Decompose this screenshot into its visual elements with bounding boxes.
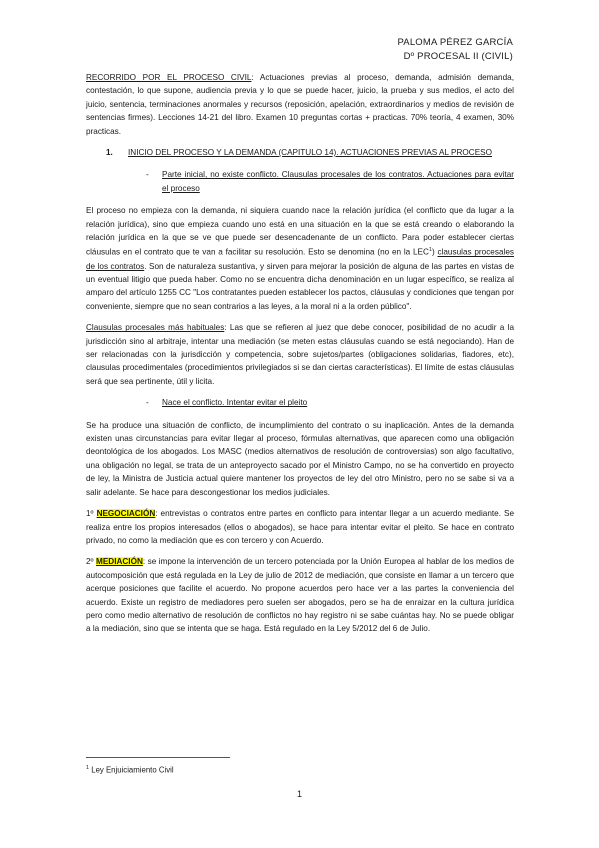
document-body: [86, 71, 514, 644]
section-number: 1.: [106, 148, 113, 158]
paragraph-2-title: Clausulas procesales más habituales: [86, 323, 225, 333]
section-heading: [86, 146, 514, 159]
subsection-title-2: Nace el conflicto. Intentar evitar el pleito: [162, 398, 308, 408]
subsection-title-1: Parte inicial, no existe conflicto. Clausulas procesales de los contratos. Actuaciones para evitar el proceso: [162, 170, 514, 193]
mediacion-prefix: 2º: [86, 557, 97, 567]
page-number: 1: [296, 789, 302, 799]
paragraph-negociacion: [86, 507, 514, 547]
mediacion-title: MEDIACIÓN: [96, 557, 143, 567]
footnote-number: 1: [86, 765, 90, 771]
footnote-ref[interactable]: 1: [428, 247, 432, 254]
paragraph-2-text: : Las que se refieren al juez que debe conocer, posibilidad de no acudir a la jurisdicción sino al arbitraje, intentar una mediación (se meten estas cláusulas cuando se está negociando). Han de ser relacionadas con la jurisdicción y competencia, sobre sujetos/partes (obligaciones solidarias, fiadores, etc), clausulas procedimentales (procedimientos privilegiados si se dan ciertas características). El límite de estas cláusulas será que sea pertinente, útil y licita.: [86, 323, 515, 386]
intro-text: : Actuaciones previas al proceso, demanda, admisión demanda, contestación, lo que supone, audiencia previa y lo que se puede hacer, juicio, la prueba y sus medios, el acto del juicio, sentencia, terminaciones anormales y recursos (reposición, apelación, extraordinarios y medios de revisión de sentencias firmes). Lecciones 14-21 del libro. Examen 10 preguntas cortas + practicas. 70% teoría, 4 examen, 30% practicas.: [86, 73, 514, 136]
paragraph-3: [86, 419, 514, 499]
paragraph-1-text-b: ): [431, 248, 438, 258]
clausulas-procesales-term: clausulas procesales de los contratos: [86, 248, 514, 271]
section-title: INICIO DEL PROCESO Y LA DEMANDA (CAPITULO 14). ACTUACIONES PREVIAS AL PROCESO: [128, 148, 492, 158]
negociacion-prefix: 1º: [86, 509, 97, 519]
footnote-text: Ley Enjuiciamiento Civil: [89, 765, 174, 775]
paragraph-1: [86, 204, 514, 313]
subsection-heading-1: [86, 168, 514, 195]
negociacion-title: NEGOCIACIÓN: [96, 509, 156, 519]
page-header: [397, 36, 513, 64]
header-course: Dº PROCESAL II (CIVIL): [403, 51, 513, 62]
paragraph-1-text-a: El proceso no empieza con la demanda, ni siquiera cuando nace la relación jurídica (el conflicto que da lugar a la relación jurídica), sino que empieza cuando uno está en una situación en la que se está creando o elaborando la relación jurídica en la que se ve que puede ser desencadenante de un conflicto. Para poder establecer ciertas cláusulas en el contrato que te van a facilitar su resolución. Esto se denomina (no en la LEC: [86, 206, 514, 258]
subsection-dash: -: [146, 170, 149, 180]
paragraph-1-text-c: . Son de naturaleza sustantiva, y sirven para mejorar la posición de alguna de las partes en vistas de un eventual litigio que pueda haber. Como no se encuentra dicha denominación en un lugar específico, se realiza al amparo del artículo 1255 CC "Los contratantes pueden establecer los pactos, cláusulas y condiciones que tengan por conveniente, siempre que no sean contrarios a las leyes, a la moral ni a la orden público".: [86, 261, 514, 311]
negociacion-text: : entrevistas o contratos entre partes en conflicto para intentar llegar a un acuerdo mediante. Se realiza entre los propios interesados (ellos o abogados), se hace para intentar evitar el pleito. Se hace en contrato privado, no como la mediación que es con tercero y con Acuerdo.: [86, 509, 514, 545]
intro-title: RECORRIDO POR EL PROCESO CIVIL: [86, 73, 252, 82]
footnote-divider: [86, 757, 230, 758]
header-author: PALOMA PÉREZ GARCÍA: [397, 37, 513, 48]
paragraph-2: [86, 321, 514, 388]
subsection-heading-2: [86, 396, 514, 409]
paragraph-mediacion: [86, 555, 514, 635]
intro-paragraph: [86, 71, 514, 138]
paragraph-3-text: Se ha produce una situación de conflicto, de incumplimiento del contrato o su inaplicación. Antes de la demanda existen unas circunstancias para evitar llegar al proceso, fórmulas alternativas, que aparecen como una obligación deontológica de los abogados. Los MASC (medios alternativos de resolución de controversias) son algo facultativo, una obligación no legal, se trata de un anteproyecto sacado por el Ministro Campo, no se ha convertido en proyecto de ley, la Ministra de Justicia actual quiere mantener los proyectos de ley del otro Ministro, pero no se sabe si va a salir adelante. Se hace para descongestionar los medios judiciales.: [86, 420, 514, 497]
subsection-dash: -: [146, 398, 149, 408]
mediacion-text: : se impone la intervención de un tercero potenciada por la Unión Europea al hablar de los medios de autocomposición que está regulada en la Ley de julio de 2012 de mediación, que consiste en llamar a un tercero que acerque posiciones que facilite el acuerdo. No propone acuerdos pero hace ver a las partes la conveniencia del acuerdo. Existe un registro de mediadores pero suelen ser abogados, pero se ha de enraizar en la cultura jurídica pero como medio alternativo de resolución de conflictos no hay registro ni se sabe cuántas hay. No se puede obligar a la mediación, sino que se intenta que se haga. Está regulado en la Ley 5/2012 del 6 de Julio.: [86, 557, 514, 634]
footnote: [86, 765, 174, 775]
